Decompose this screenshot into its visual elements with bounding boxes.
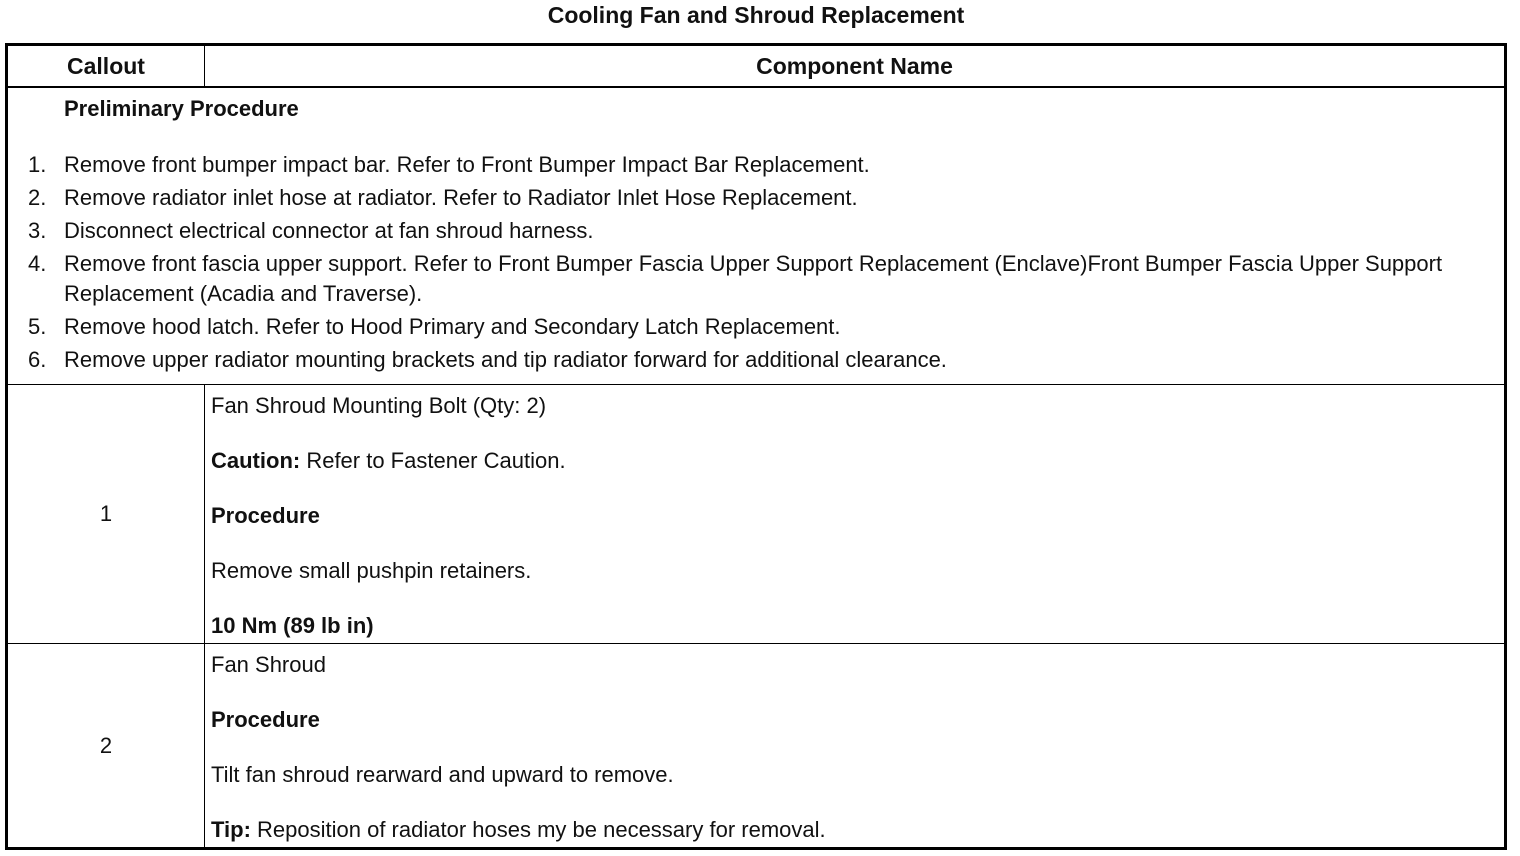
component-cell [205,385,1506,644]
table-row [7,644,1506,849]
step-text: Remove front fascia upper support. Refer to Front Bumper Fascia Upper Support Replacement (Enclave)Front Bumper Fascia Upper Support Replacement (Acadia and Traverse). [64,251,1443,306]
step-number: 2. [28,185,47,210]
procedure-label: Procedure [211,707,320,732]
step-text: Remove radiator inlet hose at radiator. Refer to Radiator Inlet Hose Replacement. [64,185,858,210]
caution-text: Refer to Fastener Caution. [300,448,566,473]
step-text: Remove hood latch. Refer to Hood Primary and Secondary Latch Replacement. [64,314,841,339]
step-number: 4. [28,251,47,276]
procedure-text: Tilt fan shroud rearward and upward to remove. [211,762,674,787]
step-number: 5. [28,314,47,339]
callout-cell: 1 [7,385,205,644]
preliminary-heading: Preliminary Procedure [64,96,299,121]
preliminary-row [7,87,1506,385]
list-item [8,183,1504,213]
table-row [7,385,1506,644]
procedure-label: Procedure [211,503,320,528]
step-text: Remove upper radiator mounting brackets and tip radiator forward for additional clearance. [64,347,947,372]
tip-note [211,815,1494,845]
torque-spec: 10 Nm (89 lb in) [211,613,374,638]
step-number: 1. [28,152,47,177]
header-callout: Callout [7,45,205,88]
preliminary-steps [8,150,1504,375]
list-item [8,312,1504,342]
procedure-table [5,43,1507,850]
table-header-row [7,45,1506,88]
component-cell [205,644,1506,849]
list-item [8,150,1504,180]
callout-cell: 2 [7,644,205,849]
header-component-name: Component Name [205,45,1506,88]
step-number: 3. [28,218,47,243]
list-item [8,345,1504,375]
list-item [8,216,1504,246]
procedure-text: Remove small pushpin retainers. [211,558,532,583]
tip-text: Reposition of radiator hoses my be necessary for removal. [250,817,826,842]
tip-label: Tip: [211,817,251,842]
preliminary-cell [7,87,1506,385]
step-text: Disconnect electrical connector at fan shroud harness. [64,218,594,243]
component-name: Fan Shroud [211,652,326,677]
caution-label: Caution: [211,448,301,473]
step-text: Remove front bumper impact bar. Refer to Front Bumper Impact Bar Replacement. [64,152,870,177]
caution-note [211,446,1494,476]
document-title: Cooling Fan and Shroud Replacement [547,2,965,28]
step-number: 6. [28,347,47,372]
component-name: Fan Shroud Mounting Bolt (Qty: 2) [211,393,547,418]
list-item [8,249,1504,309]
